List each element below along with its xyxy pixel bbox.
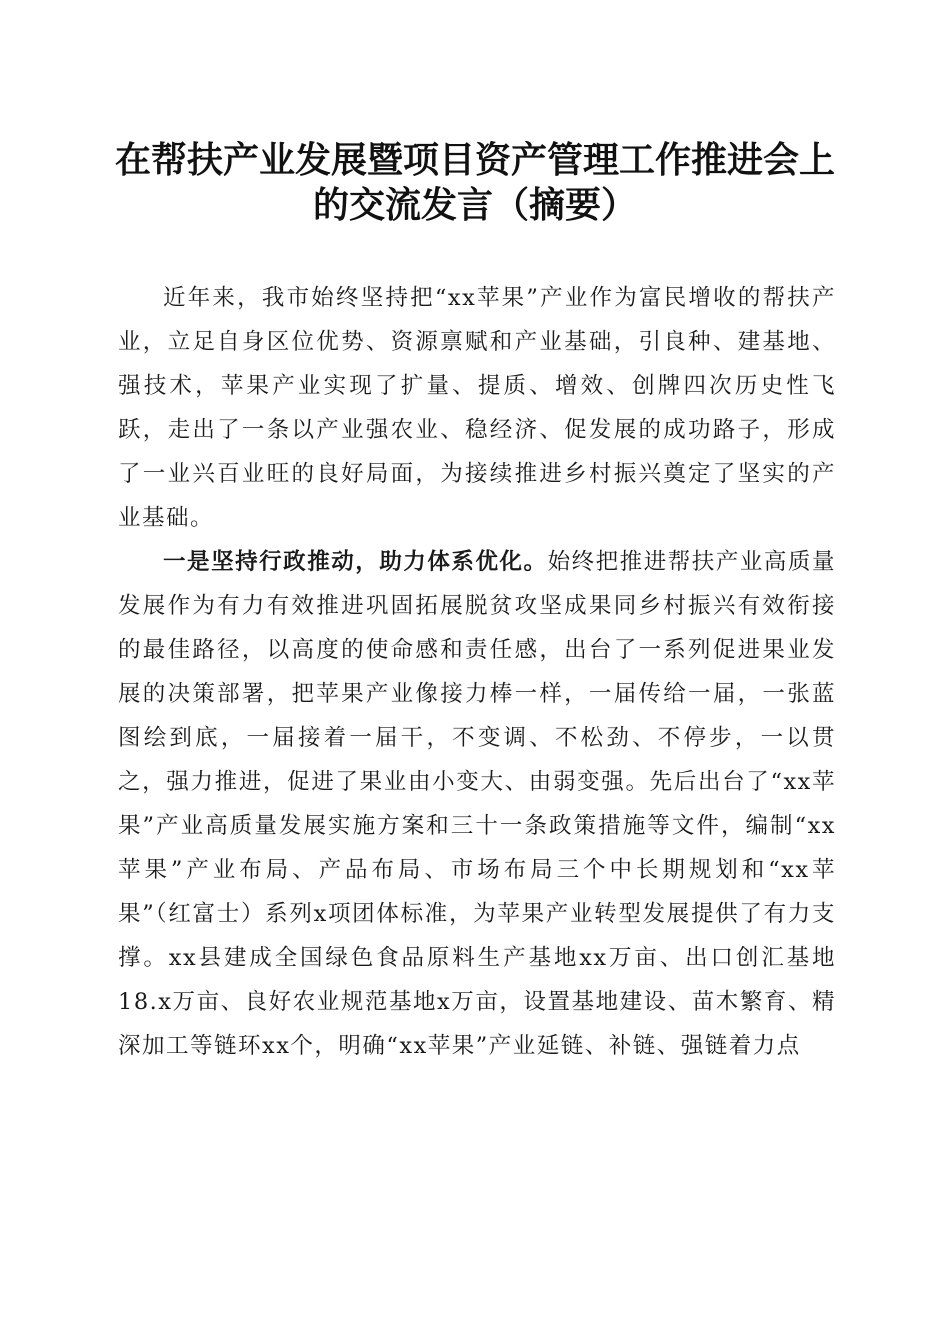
document-body <box>118 276 836 1068</box>
document-title: 在帮扶产业发展暨项目资产管理工作推进会上的交流发言（摘要） <box>114 139 835 226</box>
paragraph-intro <box>118 276 836 540</box>
paragraph-point-one-text: 始终把推进帮扶产业高质量发展作为有力有效推进巩固拓展脱贫攻坚成果同乡村振兴有效衔接的最佳路径，以高度的使命感和责任感，出台了一系列促进果业发展的决策部署，把苹果产业像接力棒一样，一届传给一届，一张蓝图绘到底，一届接着一届干，不变调、不松劲、不停步，一以贯之，强力推进，促进了果业由小变大、由弱变强。先后出台了“xx苹果”产业高质量发展实施方案和三十一条政策措施等文件，编制“xx苹果”产业布局、产品布局、市场布局三个中长期规划和“xx苹果”（红富士）系列x项团体标准，为苹果产业转型发展提供了有力支撑。xx县建成全国绿色食品原料生产基地xx万亩、出口创汇基地18.x万亩、良好农业规范基地x万亩，设置基地建设、苗木繁育、精深加工等链环xx个，明确“xx苹果”产业延链、补链、强链着力点 <box>118 549 836 1059</box>
paragraph-intro-text: 近年来，我市始终坚持把“xx苹果”产业作为富民增收的帮扶产业，立足自身区位优势、资源禀赋和产业基础，引良种、建基地、强技术，苹果产业实现了扩量、提质、增效、创牌四次历史性飞跃，走出了一条以产业强农业、稳经济、促发展的成功路子，形成了一业兴百业旺的良好局面，为接续推进乡村振兴奠定了坚实的产业基础。 <box>118 285 836 531</box>
paragraph-point-one-lead: 一是坚持行政推动，助力体系优化。 <box>163 549 548 575</box>
paragraph-point-one <box>118 540 836 1068</box>
